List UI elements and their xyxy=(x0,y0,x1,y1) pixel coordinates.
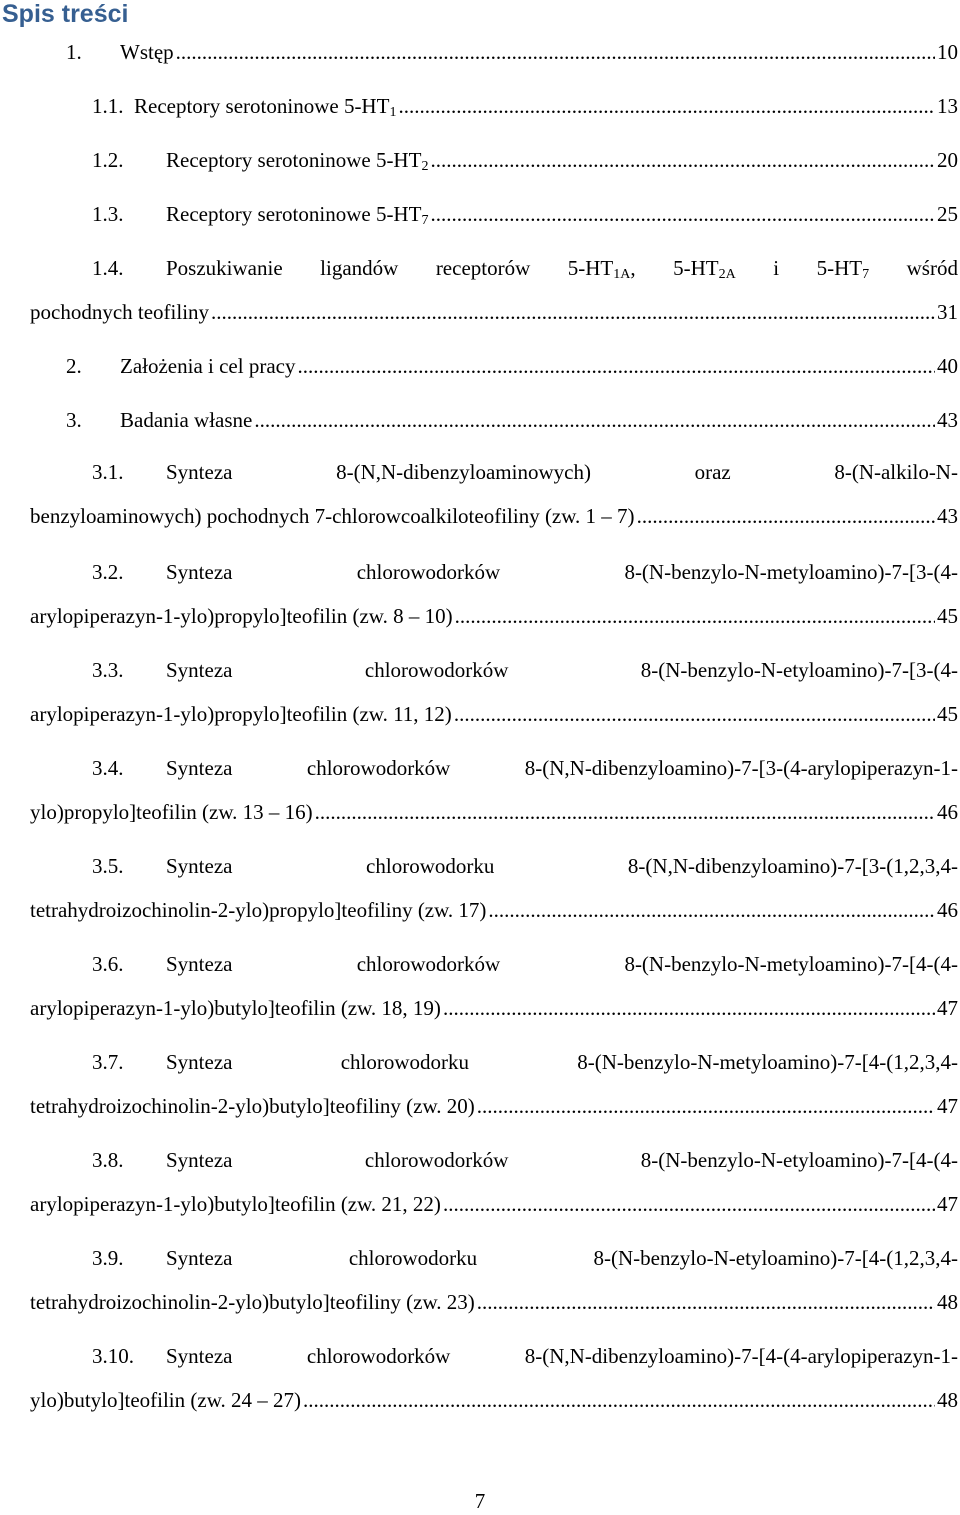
toc-entry-word: 8-(N-alkilo-N- xyxy=(834,460,958,484)
toc-entry-line2[interactable] xyxy=(30,599,958,629)
toc-entry-word xyxy=(568,255,636,281)
toc-entry-word xyxy=(817,255,870,281)
toc-entry-number: 3. xyxy=(66,408,82,432)
toc-entry-line1[interactable] xyxy=(92,1241,958,1271)
toc-entry-page: 46 xyxy=(937,800,958,824)
toc-entry-page: 43 xyxy=(937,504,958,528)
toc-entry-page: 40 xyxy=(937,354,958,378)
toc-entry-lead xyxy=(92,951,232,977)
toc-entry-lead xyxy=(92,1343,232,1369)
toc-entry-subscript: 2 xyxy=(421,159,429,174)
toc-entry-word: 8-(N-benzylo-N-etyloamino)-7-[3-(4- xyxy=(640,658,958,682)
toc-entry[interactable] xyxy=(92,143,958,173)
toc-entry-subscript: 7 xyxy=(421,213,429,228)
toc-entry-subscript: 1 xyxy=(389,105,397,120)
toc-entry-word: Synteza xyxy=(166,560,233,584)
toc-entry-page: 48 xyxy=(937,1388,958,1412)
toc-entry[interactable] xyxy=(92,197,958,227)
toc-entry-word: i xyxy=(773,256,780,280)
toc-entry-subscript: 2A xyxy=(718,267,736,282)
toc-entry-word: chlorowodorków xyxy=(364,658,509,682)
toc-entry-word xyxy=(673,255,736,281)
toc-entry-word: Synteza xyxy=(166,1148,233,1172)
toc-entry-word: Synteza xyxy=(166,460,233,484)
toc-entry-title: ylo)butylo]teofilin (zw. 24 – 27) xyxy=(30,1388,302,1412)
toc-leader-dots xyxy=(488,897,935,923)
toc-entry-page: 47 xyxy=(937,1192,958,1216)
toc-entry-page: 47 xyxy=(937,1094,958,1118)
toc-entry-word: 8-(N-benzylo-N-etyloamino)-7-[4-(4- xyxy=(640,1148,958,1172)
toc-leader-dots xyxy=(637,503,935,529)
toc-entry-lead xyxy=(92,1049,232,1075)
toc-entry-word: ligandów xyxy=(320,256,399,280)
toc-leader-dots xyxy=(430,147,935,173)
toc-entry[interactable] xyxy=(92,89,958,119)
toc-entry-line1[interactable] xyxy=(92,1143,958,1173)
toc-entry-line1[interactable] xyxy=(92,555,958,585)
toc-entry-number: 2. xyxy=(66,354,82,378)
toc-leader-dots xyxy=(443,995,935,1021)
toc-entry-word: wśród xyxy=(906,256,958,280)
toc-entry-title: Wstęp xyxy=(120,40,174,64)
toc-entry-number: 3.3. xyxy=(92,658,124,682)
toc-entry-line2[interactable] xyxy=(30,1285,958,1315)
toc-entry-number: 3.8. xyxy=(92,1148,124,1172)
toc-entry-number: 1.3. xyxy=(92,202,124,226)
toc-leader-dots xyxy=(455,603,935,629)
toc-entry-word: chlorowodorku xyxy=(366,854,495,878)
toc-entry[interactable] xyxy=(66,35,958,65)
toc-entry-word: chlorowodorków xyxy=(364,1148,509,1172)
toc-entry-line2[interactable] xyxy=(30,1089,958,1119)
toc-entry-lead xyxy=(92,755,232,781)
toc-entry-title: pochodnych teofiliny xyxy=(30,300,210,324)
toc-entry-word: 5-HT xyxy=(816,256,863,280)
toc-entry-lead xyxy=(92,1245,232,1271)
toc-entry-word: chlorowodorku xyxy=(348,1246,478,1270)
toc-entry-line2[interactable] xyxy=(30,1383,958,1413)
toc-entry-page: 10 xyxy=(937,40,958,64)
toc-entry-page: 45 xyxy=(937,702,958,726)
toc-entry-word: Synteza xyxy=(166,952,233,976)
toc-entry-number: 1.4. xyxy=(92,256,124,280)
toc-entry-title: Receptory serotoninowe $5-HT_1$ xyxy=(134,94,397,120)
toc-entry-line1[interactable] xyxy=(92,1339,958,1369)
toc-leader-dots xyxy=(430,201,935,227)
toc-entry-title: Założenia i cel pracy xyxy=(120,354,296,378)
toc-entry-word: chlorowodorków xyxy=(306,756,451,780)
toc-entry-word: 8-(N-benzylo-N-metyloamino)-7-[4-(4- xyxy=(624,952,958,976)
toc-entry-word: 8-(N,N-dibenzyloamino)-7-[3-(1,2,3,4- xyxy=(627,854,958,878)
toc-leader-dots xyxy=(398,93,935,119)
toc-entry-word: Synteza xyxy=(166,658,233,682)
toc-leader-dots xyxy=(211,299,935,325)
toc-entry-word: 8-(N-benzylo-N-metyloamino)-7-[3-(4- xyxy=(624,560,958,584)
toc-entry-line2[interactable] xyxy=(30,893,958,923)
toc-entry-word: chlorowodorku xyxy=(340,1050,469,1074)
toc-entry-line2[interactable] xyxy=(30,1187,958,1217)
toc-entry-subscript: 1A xyxy=(613,267,631,282)
toc-entry-title: arylopiperazyn-1-ylo)propylo]teofilin (zw. 8 – 10) xyxy=(30,604,453,628)
page-number: 7 xyxy=(474,1489,486,1513)
toc-entry-line2[interactable] xyxy=(30,795,958,825)
toc-entry-line1[interactable] xyxy=(92,455,958,485)
toc-entry-page: 13 xyxy=(937,94,958,118)
toc-entry-number: 1.1. xyxy=(92,94,124,118)
toc-entry-line1[interactable] xyxy=(92,251,958,281)
toc-entry-line1[interactable] xyxy=(92,653,958,683)
toc-entry-word: , xyxy=(630,256,636,280)
toc-entry-word: 8-(N,N-dibenzyloamino)-7-[4-(4-arylopiperazyn-1- xyxy=(524,1344,958,1368)
toc-entry-number: 3.4. xyxy=(92,756,124,780)
toc-entry-page: 43 xyxy=(937,408,958,432)
toc-leader-dots xyxy=(443,1191,935,1217)
toc-entry-word: chlorowodorków xyxy=(356,952,501,976)
toc-entry-word: Synteza xyxy=(166,1246,233,1270)
toc-entry-word: 5-HT xyxy=(673,256,719,280)
toc-entry-number: 3.5. xyxy=(92,854,124,878)
toc-entry-lead xyxy=(92,853,232,879)
toc-entry-title: tetrahydroizochinolin-2-ylo)propylo]teofiliny (zw. 17) xyxy=(30,898,487,922)
toc-entry-title: tetrahydroizochinolin-2-ylo)butylo]teofiliny (zw. 20) xyxy=(30,1094,475,1118)
toc-entry-line1[interactable] xyxy=(92,1045,958,1075)
toc-entry-page: 48 xyxy=(937,1290,958,1314)
toc-entry-title: arylopiperazyn-1-ylo)butylo]teofilin (zw. 21, 22) xyxy=(30,1192,441,1216)
toc-entry-line2[interactable] xyxy=(30,697,958,727)
toc-entry-line2[interactable] xyxy=(30,295,958,325)
toc-entry-word: 8-(N,N-dibenzyloamino)-7-[3-(4-arylopiperazyn-1- xyxy=(524,756,958,780)
toc-entry-word: Synteza xyxy=(166,1344,233,1368)
toc-entry-title: benzyloaminowych) pochodnych 7-chlorowcoalkiloteofiliny (zw. 1 – 7) xyxy=(30,504,635,528)
toc-entry-word: oraz xyxy=(694,460,731,484)
toc-entry-page: 31 xyxy=(937,300,958,324)
toc-entry-page: 46 xyxy=(937,898,958,922)
toc-entry[interactable] xyxy=(66,349,958,379)
toc-entry-number: 3.10. xyxy=(92,1344,134,1368)
toc-entry-word: Synteza xyxy=(166,854,233,878)
toc-heading: Spis treści xyxy=(2,0,129,28)
toc-entry-line1[interactable] xyxy=(92,849,958,879)
toc-entry-title: arylopiperazyn-1-ylo)propylo]teofilin (zw. 11, 12) xyxy=(30,702,452,726)
toc-leader-dots xyxy=(477,1093,935,1119)
toc-leader-dots xyxy=(297,353,935,379)
toc-leader-dots xyxy=(477,1289,935,1315)
toc-entry-word: Synteza xyxy=(166,1050,233,1074)
toc-entry-line2[interactable] xyxy=(30,991,958,1021)
toc-entry-title: tetrahydroizochinolin-2-ylo)butylo]teofiliny (zw. 23) xyxy=(30,1290,475,1314)
toc-entry-lead xyxy=(92,1147,232,1173)
toc-entry-page: 25 xyxy=(937,202,958,226)
toc-entry-number: 3.1. xyxy=(92,460,124,484)
toc-leader-dots xyxy=(454,701,935,727)
toc-entry-word: Poszukiwanie xyxy=(166,256,283,280)
toc-entry-page: 20 xyxy=(937,148,958,172)
toc-entry-lead xyxy=(92,255,283,281)
toc-entry-number: 3.6. xyxy=(92,952,124,976)
toc-entry-subscript: 7 xyxy=(862,267,870,282)
toc-entry-lead xyxy=(92,559,232,585)
toc-leader-dots xyxy=(176,39,935,65)
toc-entry-line1[interactable] xyxy=(92,947,958,977)
toc-entry-title: Badania własne xyxy=(120,408,253,432)
toc-entry-number: 3.7. xyxy=(92,1050,124,1074)
toc-entry-word: Synteza xyxy=(166,756,233,780)
toc-entry-number: 1.2. xyxy=(92,148,124,172)
toc-entry-title: ylo)propylo]teofilin (zw. 13 – 16) xyxy=(30,800,313,824)
toc-entry-word: receptorów xyxy=(435,256,531,280)
toc-entry-word: 8-(N-benzylo-N-metyloamino)-7-[4-(1,2,3,4- xyxy=(577,1050,958,1074)
toc-leader-dots xyxy=(303,1387,935,1413)
toc-entry-number: 1. xyxy=(66,40,82,64)
toc-entry-line2[interactable] xyxy=(30,499,958,529)
toc-entry-lead xyxy=(92,459,232,485)
toc-entry-page: 45 xyxy=(937,604,958,628)
toc-entry-number: 3.2. xyxy=(92,560,124,584)
toc-entry-title: arylopiperazyn-1-ylo)butylo]teofilin (zw. 18, 19) xyxy=(30,996,441,1020)
toc-entry-word: 8-(N,N-dibenzyloaminowych) xyxy=(336,460,591,484)
toc-leader-dots xyxy=(254,407,935,433)
toc-entry-title: Receptory serotoninowe $5-HT_2$ xyxy=(166,148,429,174)
toc-entry-line1[interactable] xyxy=(92,751,958,781)
toc-entry[interactable] xyxy=(66,403,958,433)
toc-entry-word: 5-HT xyxy=(567,256,614,280)
toc-entry-word: chlorowodorków xyxy=(306,1344,451,1368)
toc-entry-title: Receptory serotoninowe $5-HT_7$ xyxy=(166,202,429,228)
toc-entry-page: 47 xyxy=(937,996,958,1020)
toc-entry-number: 3.9. xyxy=(92,1246,124,1270)
toc-leader-dots xyxy=(315,799,935,825)
toc-entry-word: 8-(N-benzylo-N-etyloamino)-7-[4-(1,2,3,4- xyxy=(593,1246,958,1270)
toc-entry-lead xyxy=(92,657,232,683)
toc-entry-word: chlorowodorków xyxy=(356,560,501,584)
